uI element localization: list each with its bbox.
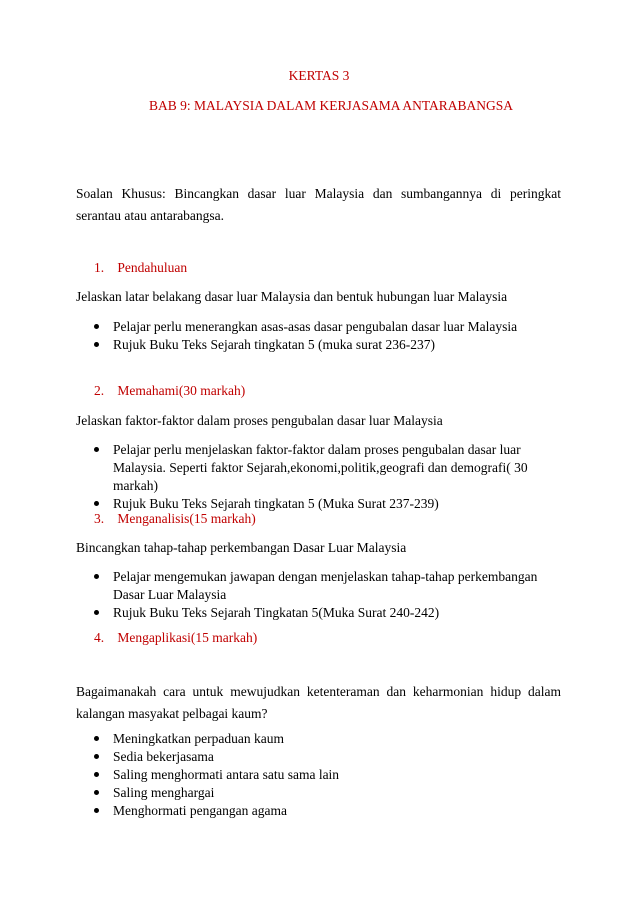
section-1-heading (94, 257, 187, 279)
section-1-prompt: Jelaskan latar belakang dasar luar Malaysia dan bentuk hubungan luar Malaysia (76, 289, 508, 304)
list-item: Saling menghormati antara satu sama lain (94, 766, 564, 784)
list-item: Rujuk Buku Teks Sejarah tingkatan 5 (Muka Surat 237-239) (94, 495, 564, 513)
section-4-prompt: Bagaimanakah cara untuk mewujudkan ketenteraman dan keharmonian hidup dalam kalangan masyakat pelbagai kaum? (76, 684, 561, 721)
bullet-icon (94, 736, 99, 741)
section-2-title: Memahami(30 markah) (117, 383, 246, 398)
bullet-icon (94, 808, 99, 813)
section-1-bullets (94, 318, 564, 354)
section-4-bullets (94, 730, 564, 820)
bullet-icon (94, 574, 99, 579)
bullet-icon (94, 342, 99, 347)
list-item: Rujuk Buku Teks Sejarah tingkatan 5 (muka surat 236-237) (94, 336, 564, 354)
list-item: Rujuk Buku Teks Sejarah Tingkatan 5(Muka Surat 240-242) (94, 604, 564, 622)
section-1-title: Pendahuluan (117, 260, 188, 275)
list-item: Sedia bekerjasama (94, 748, 564, 766)
section-1-number: 1. (94, 260, 105, 275)
list-item: Pelajar perlu menjelaskan faktor-faktor dalam proses pengubalan dasar luar Malaysia. Seperti faktor Sejarah,ekonomi,politik,geografi dan demografi( 30 markah) (94, 441, 564, 495)
bullet-icon (94, 790, 99, 795)
list-item: Menghormati pengangan agama (94, 802, 564, 820)
chapter-title: BAB 9: MALAYSIA DALAM KERJASAMA ANTARABANGSA (148, 98, 514, 113)
section-2-heading (94, 380, 245, 402)
section-2-number: 2. (94, 383, 105, 398)
list-item: Meningkatkan perpaduan kaum (94, 730, 564, 748)
list-item: Pelajar mengemukan jawapan dengan menjelaskan tahap-tahap perkembangan Dasar Luar Malaysia (94, 568, 564, 604)
list-item: Saling menghargai (94, 784, 564, 802)
bullet-icon (94, 447, 99, 452)
list-item: Pelajar perlu menerangkan asas-asas dasar pengubalan dasar luar Malaysia (94, 318, 564, 336)
section-3-title: Menganalisis(15 markah) (117, 511, 256, 526)
section-3-prompt: Bincangkan tahap-tahap perkembangan Dasar Luar Malaysia (76, 540, 407, 555)
bullet-icon (94, 610, 99, 615)
question-text: Soalan Khusus: Bincangkan dasar luar Malaysia dan sumbangannya di peringkat serantau atau antarabangsa. (76, 186, 561, 223)
bullet-icon (94, 772, 99, 777)
section-2-bullets (94, 441, 564, 513)
section-4-title: Mengaplikasi(15 markah) (117, 630, 258, 645)
section-4-heading (94, 627, 257, 649)
section-3-bullets (94, 568, 564, 622)
section-4-number: 4. (94, 630, 105, 645)
document-title: KERTAS 3 (288, 68, 350, 83)
section-2-prompt: Jelaskan faktor-faktor dalam proses pengubalan dasar luar Malaysia (76, 413, 443, 428)
bullet-icon (94, 501, 99, 506)
section-3-number: 3. (94, 511, 105, 526)
bullet-icon (94, 754, 99, 759)
section-3-heading (94, 508, 256, 530)
bullet-icon (94, 324, 99, 329)
